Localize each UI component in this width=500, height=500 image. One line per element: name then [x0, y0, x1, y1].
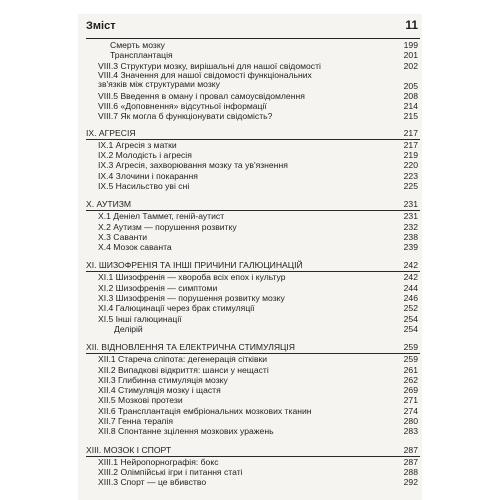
toc-entry-page: 231: [403, 211, 418, 222]
toc-entry: [86, 232, 420, 242]
toc-entry-title: IX.1 Агресія з матки: [98, 139, 177, 150]
toc-entry-title: VIII.6 «Доповнення» відсутньої інформації: [98, 101, 267, 112]
toc-entry-title: IX. АГРЕСІЯ: [86, 127, 136, 138]
toc-chapter: [86, 445, 420, 457]
toc-entry-title: Смерть мозку: [110, 40, 165, 50]
toc-entry-page: 252: [403, 303, 418, 314]
toc-entry-title: VIII.3 Структури мозку, вирішальні для нашої свідомості: [98, 60, 321, 71]
toc-entry-title: XII.2 Випадкові відкриття: шанси у нещасті: [98, 364, 269, 375]
toc-entry: [86, 303, 420, 313]
table-of-contents: [86, 40, 420, 488]
toc-entry-page: 261: [403, 364, 418, 375]
toc-chapter: [86, 128, 420, 140]
toc-entry: [86, 272, 420, 282]
toc-entry: [86, 181, 420, 191]
toc-entry-page: 238: [403, 231, 418, 242]
toc-entry: [86, 457, 420, 467]
toc-chapter: [86, 260, 420, 272]
running-head: Зміст: [86, 20, 116, 32]
toc-entry-page: 262: [403, 374, 418, 385]
toc-entry: [86, 40, 420, 50]
toc-entry: [86, 91, 420, 101]
toc-entry-title: Делірій: [114, 323, 143, 334]
toc-entry-page: 246: [403, 293, 418, 304]
toc-entry: [86, 111, 420, 121]
toc-entry-title: X.4 Мозок саванта: [98, 242, 172, 253]
toc-entry: [86, 71, 420, 91]
toc-entry-page: 199: [403, 40, 418, 50]
toc-entry: [86, 160, 420, 170]
toc-entry: [86, 416, 420, 426]
toc-entry-page: 274: [403, 405, 418, 416]
toc-entry-title: XIII.3 Спорт — це вбивство: [98, 477, 207, 488]
toc-entry-page: 217: [403, 139, 418, 150]
toc-entry-title: XI. ШИЗОФРЕНІЯ ТА ІНШІ ПРИЧИНИ ГАЛЮЦИНАЦІЙ: [86, 260, 303, 271]
toc-entry-page: 217: [403, 127, 418, 138]
toc-entry-page: 223: [403, 170, 418, 181]
toc-entry: [86, 211, 420, 221]
toc-entry-title: XIII.2 Олімпійські ігри і питання статі: [98, 466, 243, 477]
toc-entry-page: 259: [403, 354, 418, 365]
toc-entry-title: VIII.4 Значення для нашої свідомості функціональних зв'язків між структурами мозку: [98, 69, 312, 90]
toc-entry-title: VIII.5 Введення в оману і провал самоусвідомлення: [98, 90, 305, 101]
toc-entry: [86, 467, 420, 477]
toc-entry: [86, 426, 420, 436]
toc-entry-title: XII.7 Генна терапія: [98, 416, 173, 427]
toc-entry-title: X. АУТИЗМ: [86, 199, 132, 210]
toc-entry-page: 202: [403, 60, 418, 71]
toc-entry-title: XII.6 Трансплантація ембріональних мозкових тканин: [98, 405, 312, 416]
toc-entry-page: 225: [403, 180, 418, 191]
toc-entry-page: 271: [403, 395, 418, 406]
toc-entry-page: 259: [403, 342, 418, 353]
toc-entry-page: 231: [403, 199, 418, 210]
toc-entry-page: 292: [403, 477, 418, 488]
toc-entry-title: XI.2 Шизофренія — симптоми: [98, 282, 218, 293]
toc-entry: [86, 150, 420, 160]
toc-entry: [86, 365, 420, 375]
toc-entry: [86, 140, 420, 150]
toc-entry-title: XII.8 Спонтанне зцілення мозкових уражень: [98, 426, 274, 437]
toc-entry-page: 205: [403, 80, 418, 91]
toc-entry-title: XI.5 Інші галюцинації: [98, 313, 182, 324]
toc-entry: [86, 101, 420, 111]
toc-entry-title: XI.3 Шизофренія — порушення розвитку мозку: [98, 293, 285, 304]
toc-entry-page: 242: [403, 272, 418, 283]
toc-entry-page: 287: [403, 444, 418, 455]
toc-entry-page: 220: [403, 160, 418, 171]
toc-entry-title: XII.3 Глибинна стимуляція мозку: [98, 374, 228, 385]
toc-entry-title: IX.5 Насильство уві сні: [98, 180, 190, 191]
book-page: [78, 14, 422, 500]
toc-entry-title: XII. ВІДНОВЛЕННЯ ТА ЕЛЕКТРИЧНА СТИМУЛЯЦІЯ: [86, 342, 296, 353]
toc-entry: [86, 50, 420, 60]
toc-entry: [86, 242, 420, 252]
toc-entry-page: 280: [403, 416, 418, 427]
toc-entry-title: Трансплантація: [110, 50, 173, 61]
toc-entry-title: XI.4 Галюцинації через брак стимуляції: [98, 303, 255, 314]
toc-entry: [86, 385, 420, 395]
toc-entry-title: X.3 Саванти: [98, 231, 148, 242]
toc-entry: [86, 477, 420, 487]
toc-entry-title: XII.5 Мозкові протези: [98, 395, 183, 406]
toc-entry-title: X.2 Аутизм — порушення розвитку: [98, 221, 237, 232]
toc-entry-title: XIII. МОЗОК І СПОРТ: [86, 444, 172, 455]
toc-entry-title: X.1 Деніел Таммет, геній-аутист: [98, 211, 225, 222]
toc-entry-title: XII.4 Стимуляція мозку і щастя: [98, 385, 221, 396]
toc-entry-page: 232: [403, 221, 418, 232]
toc-entry: [86, 171, 420, 181]
toc-entry: [86, 324, 420, 334]
toc-entry-title: IX.3 Агресія, захворювання мозку та ув'язнення: [98, 160, 288, 171]
toc-entry-page: 254: [403, 323, 418, 334]
toc-entry-page: 254: [403, 313, 418, 324]
toc-entry-page: 287: [403, 456, 418, 467]
toc-entry-title: XIII.1 Нейропорнографія: бокс: [98, 456, 219, 467]
toc-entry-title: IX.4 Злочини і покарання: [98, 170, 198, 181]
toc-entry: [86, 395, 420, 405]
toc-entry-page: 215: [403, 111, 418, 122]
toc-chapter: [86, 342, 420, 354]
toc-entry-title: XI.1 Шизофренія — хвороба всіх епох і культур: [98, 272, 286, 283]
toc-entry-title: VIII.7 Як могла б функціонувати свідомість?: [98, 111, 273, 122]
toc-entry-title: IX.2 Молодість і агресія: [98, 150, 192, 161]
toc-entry: [86, 406, 420, 416]
toc-entry: [86, 314, 420, 324]
page-header: [86, 18, 420, 39]
toc-entry-title: XII.1 Стареча сліпота: дегенерація сітківки: [98, 354, 268, 365]
page-number: 11: [405, 18, 418, 32]
toc-chapter: [86, 199, 420, 211]
toc-entry: [86, 354, 420, 364]
toc-entry-page: 288: [403, 466, 418, 477]
toc-entry-page: 219: [403, 150, 418, 161]
toc-entry-page: 283: [403, 426, 418, 437]
toc-entry-page: 239: [403, 242, 418, 253]
toc-entry-page: 201: [403, 50, 418, 61]
toc-entry-page: 244: [403, 282, 418, 293]
toc-entry-page: 208: [403, 90, 418, 101]
toc-entry: [86, 283, 420, 293]
toc-entry: [86, 375, 420, 385]
toc-entry: [86, 293, 420, 303]
toc-entry-page: 242: [403, 260, 418, 271]
toc-entry: [86, 222, 420, 232]
toc-entry-page: 214: [403, 101, 418, 112]
toc-entry-page: 269: [403, 385, 418, 396]
